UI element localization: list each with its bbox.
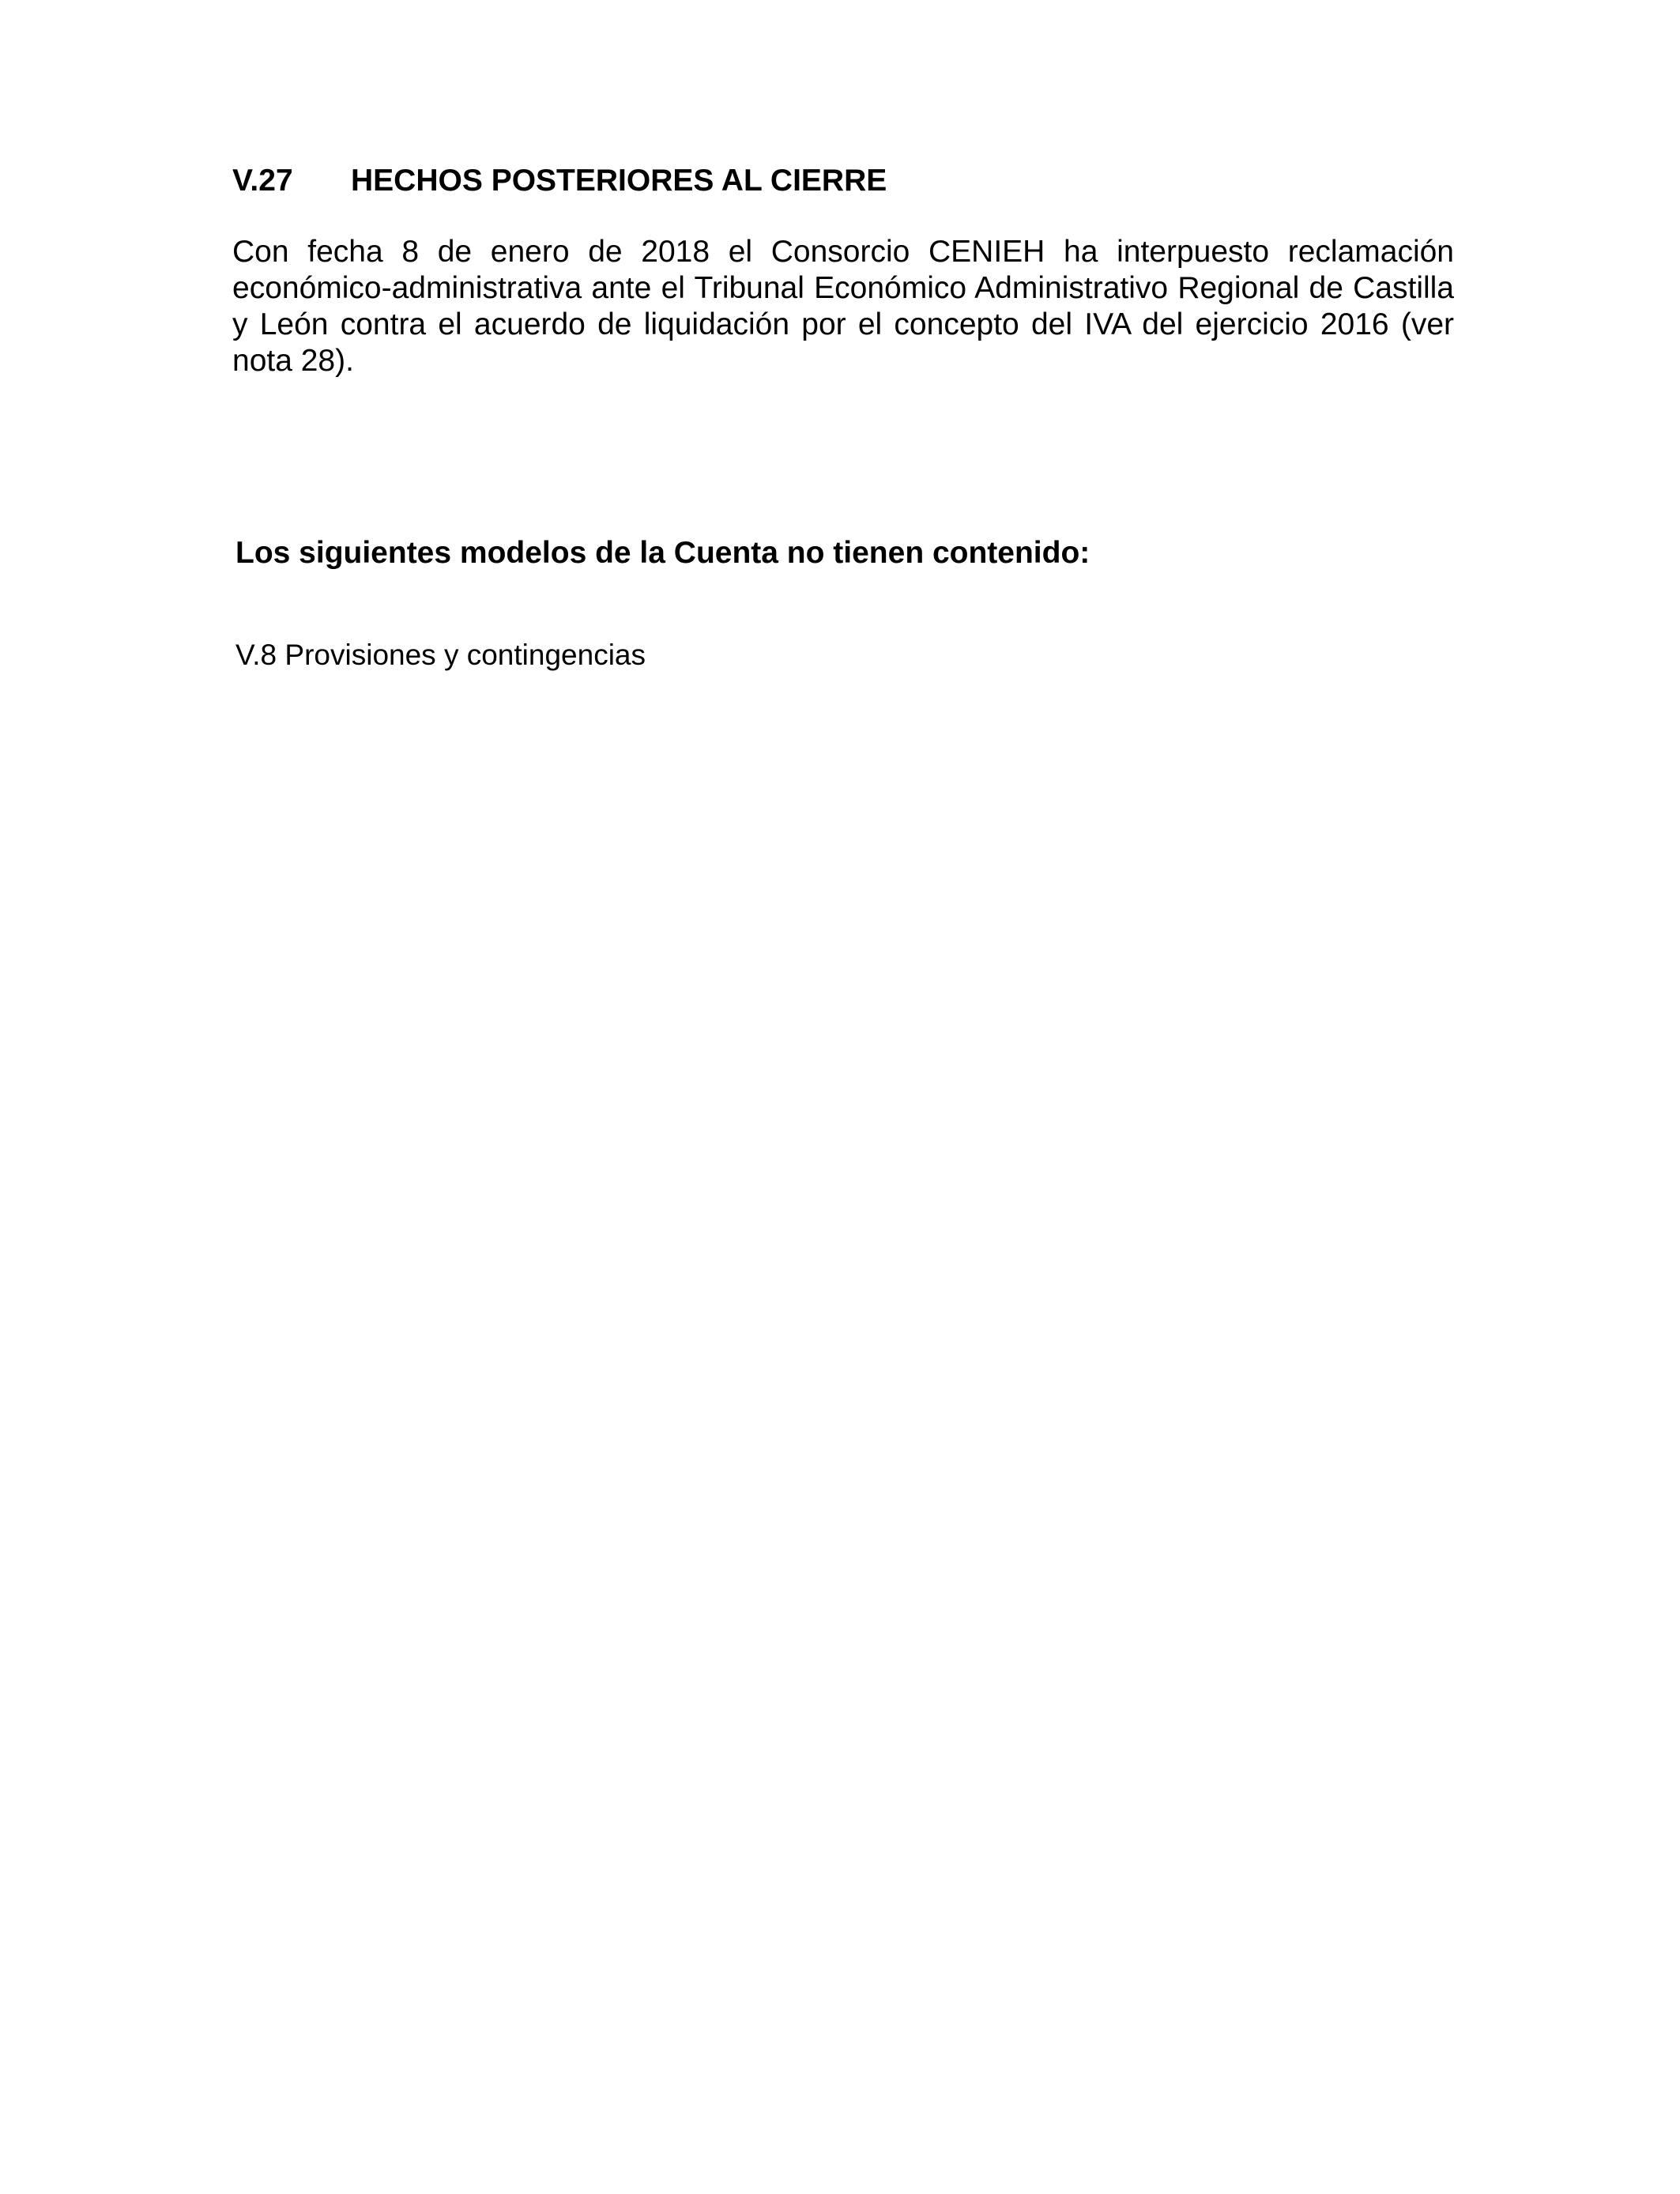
section-heading [232,162,887,200]
body-paragraph: Con fecha 8 de enero de 2018 el Consorcio CENIEH ha interpuesto reclamación económico-administrativa ante el Tribunal Económico Administrativo Regional de Castilla y León contra el acuerdo de liquidación por el concepto del IVA del ejercicio 2016 (ver nota 28). [232,235,1454,378]
section-title: HECHOS POSTERIORES AL CIERRE [351,164,887,198]
section-number: V.27 [232,164,293,198]
empty-models-heading: Los siguientes modelos de la Cuenta no tienen contenido: [235,536,1090,570]
empty-model-item: V.8 Provisiones y contingencias [235,639,646,671]
